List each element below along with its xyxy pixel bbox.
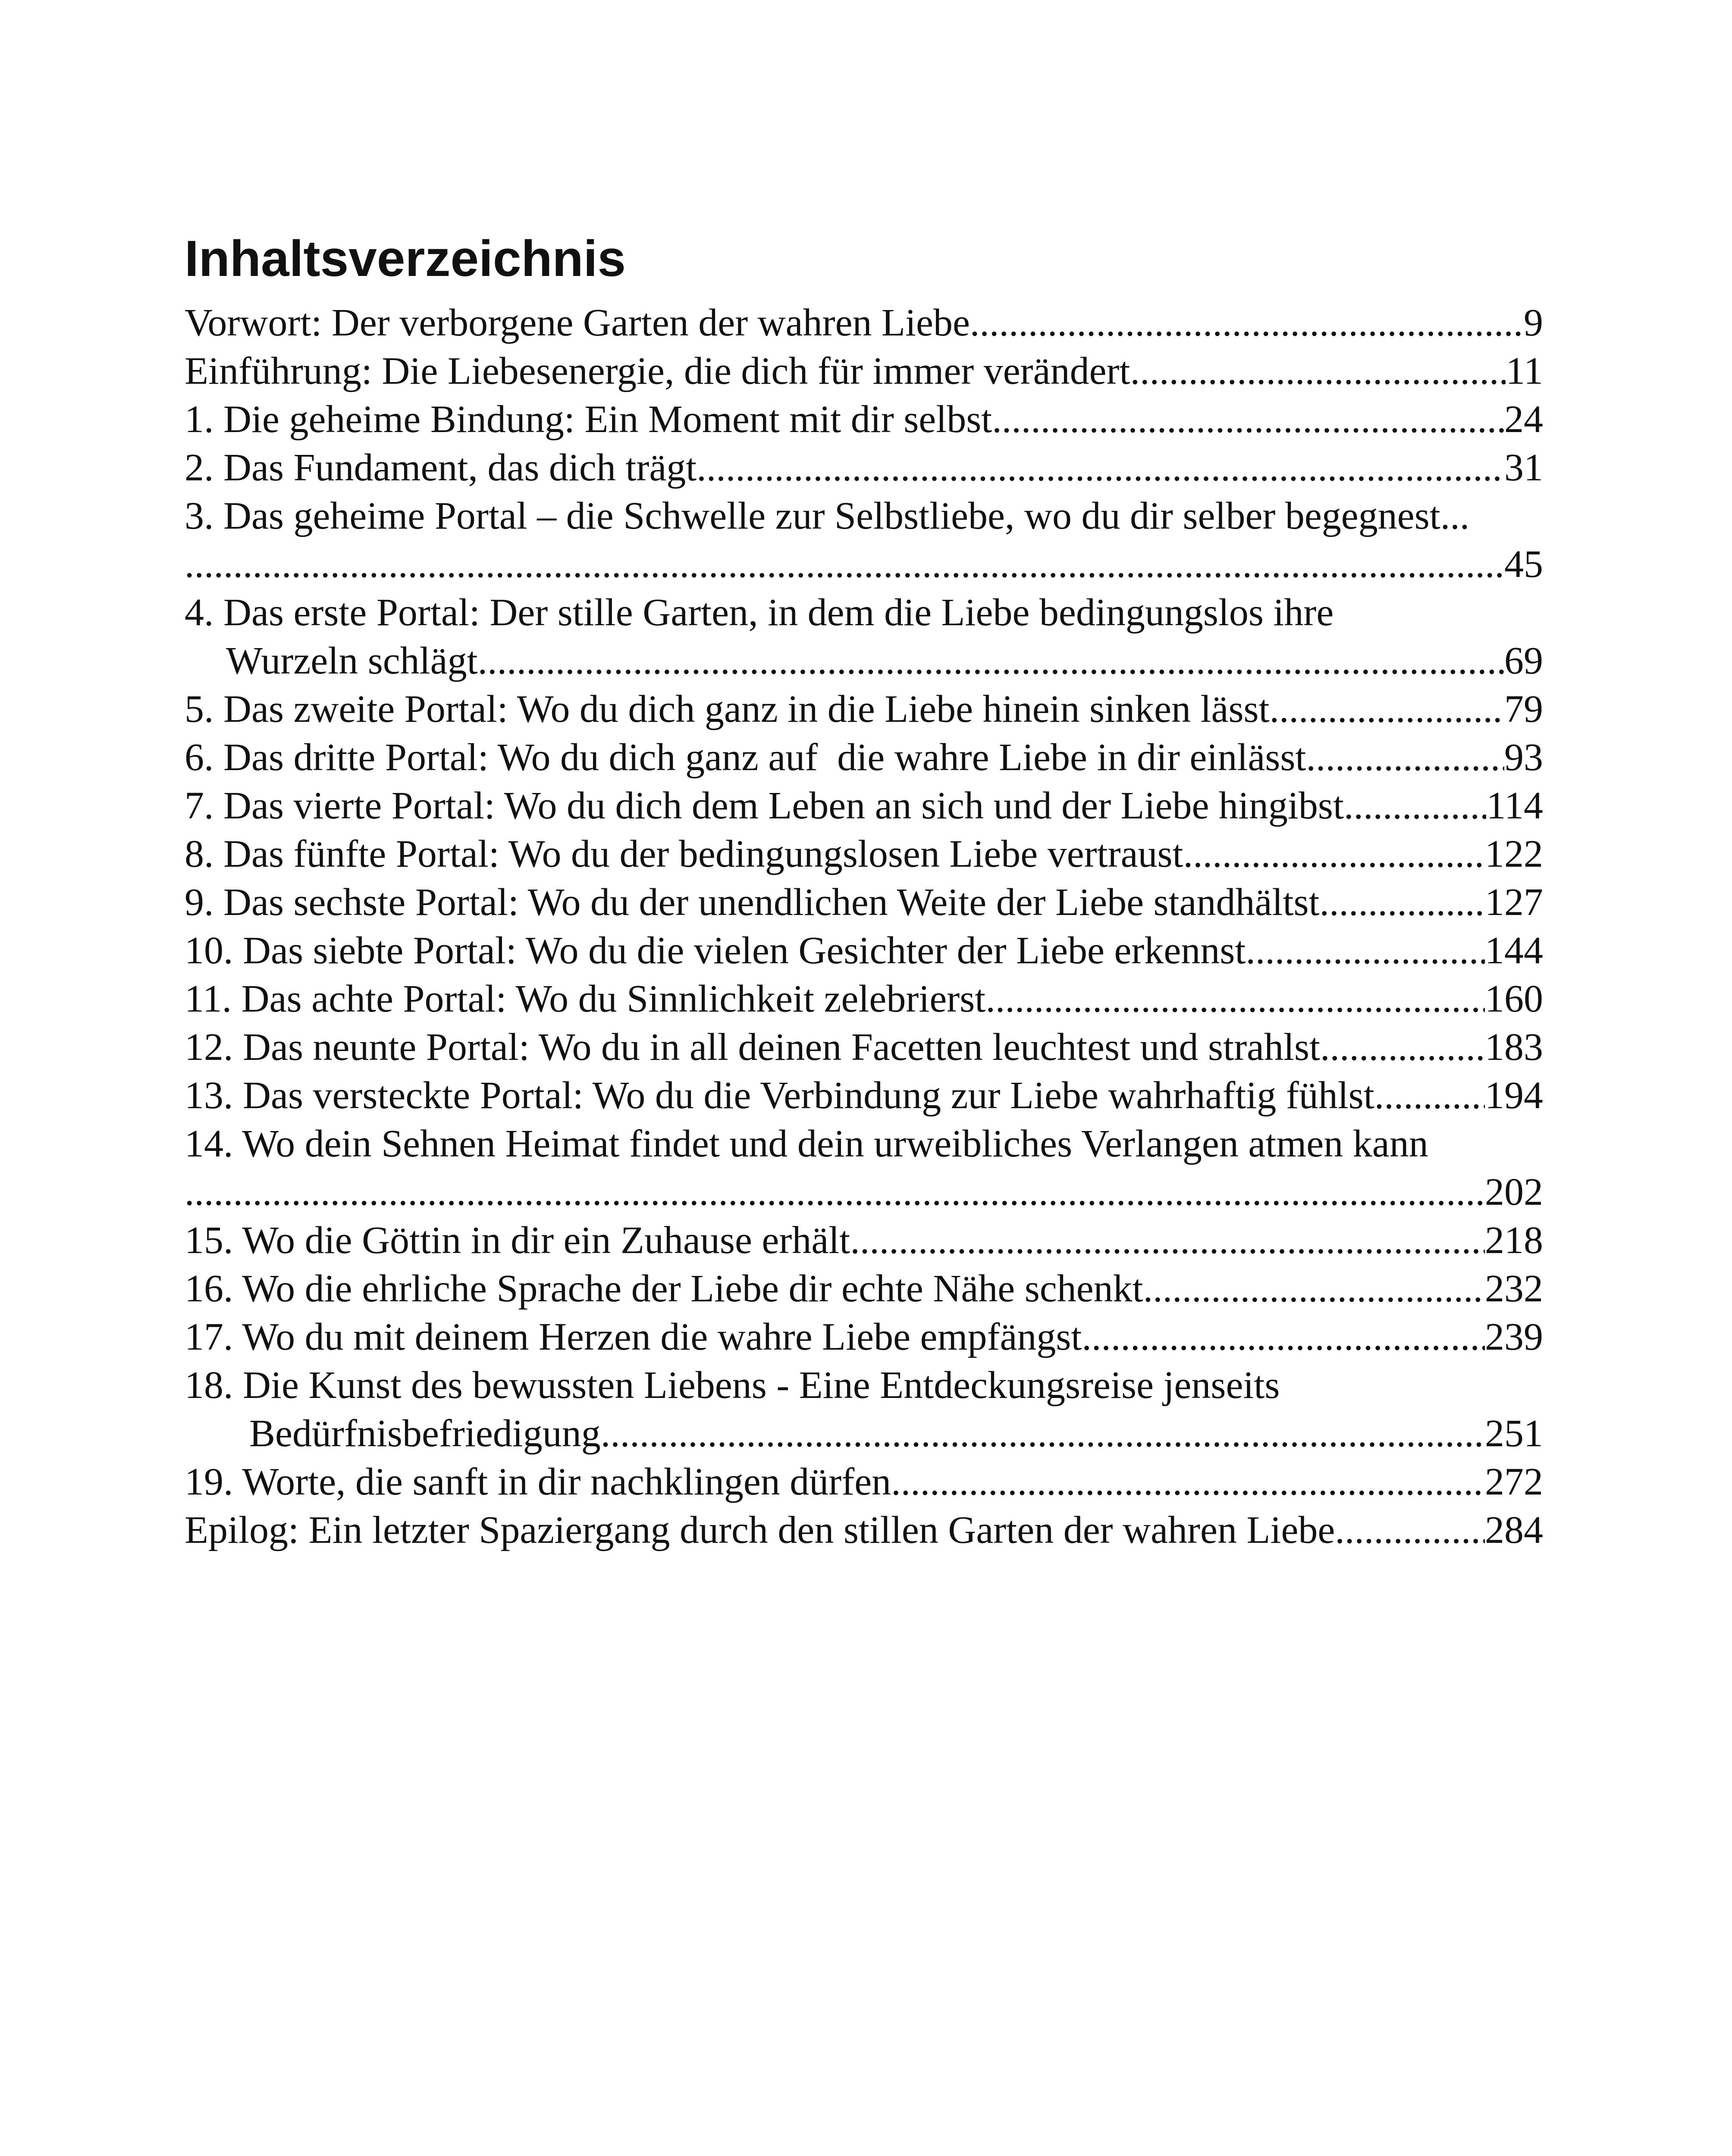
dot-leader: [1082, 1313, 1485, 1361]
toc-entry-text: 11. Das achte Portal: Wo du Sinnlichkeit zelebrierst: [185, 978, 986, 1020]
toc-entry-page: 122: [1485, 833, 1543, 875]
dot-leader: [850, 1216, 1485, 1265]
dot-leader: [970, 299, 1524, 347]
toc-entry-text: 2. Das Fundament, das dich trägt: [185, 446, 697, 489]
dot-leader: [891, 1458, 1485, 1506]
toc-entry-text: 17. Wo du mit deinem Herzen die wahre Liebe empfängst: [185, 1316, 1082, 1358]
toc-entry-4[interactable]: [185, 589, 1543, 685]
toc-entry-text: 7. Das vierte Portal: Wo du dich dem Leben an sich und der Liebe hingibst: [185, 784, 1344, 827]
table-of-contents: [185, 226, 1543, 1554]
toc-entry-text: 13. Das versteckte Portal: Wo du die Verbindung zur Liebe wahrhaftig fühlst: [185, 1074, 1374, 1117]
toc-entry-8[interactable]: [185, 830, 1543, 878]
toc-entry-page: 183: [1485, 1026, 1543, 1069]
toc-title: Inhaltsverzeichnis: [185, 230, 626, 287]
toc-entry-page: 218: [1485, 1219, 1543, 1262]
toc-entry-page: 31: [1504, 446, 1543, 489]
toc-entry-epilog[interactable]: [185, 1506, 1543, 1554]
dot-leader: [697, 444, 1504, 492]
toc-entry-14[interactable]: [185, 1120, 1543, 1216]
toc-entry-1[interactable]: [185, 395, 1543, 444]
toc-entry-page: 114: [1486, 784, 1543, 827]
toc-entry-page: 284: [1485, 1509, 1543, 1551]
toc-entry-page: 79: [1504, 688, 1543, 730]
toc-entry-11[interactable]: [185, 975, 1543, 1023]
toc-entry-lead: 4. Das erste Portal: Der stille Garten, in dem die Liebe bedingungslos ihre: [185, 591, 1334, 634]
dot-leader: [1183, 830, 1485, 878]
toc-entry-5[interactable]: [185, 685, 1543, 733]
toc-entry-18[interactable]: [185, 1361, 1543, 1458]
toc-entry-page: 239: [1485, 1316, 1543, 1358]
toc-entry-2[interactable]: [185, 444, 1543, 492]
dot-leader: [1130, 347, 1506, 395]
toc-entry-3[interactable]: [185, 492, 1543, 589]
toc-entry-page: 232: [1485, 1267, 1543, 1310]
toc-entry-page: 202: [1485, 1171, 1543, 1213]
toc-entry-15[interactable]: [185, 1216, 1543, 1265]
toc-entry-page: 9: [1524, 301, 1543, 344]
toc-entry-text: 5. Das zweite Portal: Wo du dich ganz in die Liebe hinein sinken lässt: [185, 688, 1270, 730]
toc-entry-lead: 3. Das geheime Portal – die Schwelle zur Selbstliebe, wo du dir selber begegnest...: [185, 495, 1470, 537]
dot-leader: [1335, 1506, 1485, 1554]
toc-entry-text: Wurzeln schlägt: [226, 639, 478, 682]
toc-entry-text: 1. Die geheime Bindung: Ein Moment mit dir selbst: [185, 398, 992, 441]
toc-entry-page: 160: [1485, 978, 1543, 1020]
toc-entry-lead: 18. Die Kunst des bewussten Liebens - Eine Entdeckungsreise jenseits: [185, 1364, 1280, 1407]
toc-entry-text: Vorwort: Der verborgene Garten der wahren Liebe: [185, 301, 970, 344]
toc-entry-page: 251: [1485, 1412, 1543, 1455]
toc-entry-page: 24: [1504, 398, 1543, 441]
dot-leader: [1270, 685, 1504, 733]
toc-entry-6[interactable]: [185, 733, 1543, 782]
toc-entry-text: 8. Das fünfte Portal: Wo du der bedingungslosen Liebe vertraust: [185, 833, 1183, 875]
dot-leader: [185, 540, 1504, 589]
toc-entry-19[interactable]: [185, 1458, 1543, 1506]
toc-entry-einfuehrung[interactable]: [185, 347, 1543, 395]
dot-leader: [1344, 782, 1486, 830]
dot-leader: [992, 395, 1504, 444]
toc-entry-lead: 14. Wo dein Sehnen Heimat findet und dein urweibliches Verlangen atmen kann: [185, 1122, 1428, 1165]
toc-entry-text: 9. Das sechste Portal: Wo du der unendlichen Weite der Liebe standhältst: [185, 881, 1320, 924]
toc-entry-text: 10. Das siebte Portal: Wo du die vielen Gesichter der Liebe erkennst: [185, 929, 1246, 972]
toc-entry-text: Bedürfnisbefriedigung: [249, 1412, 601, 1455]
toc-entry-page: 194: [1485, 1074, 1543, 1117]
toc-entry-vorwort[interactable]: [185, 299, 1543, 347]
toc-entry-13[interactable]: [185, 1072, 1543, 1120]
toc-entry-text: 16. Wo die ehrliche Sprache der Liebe dir echte Nähe schenkt: [185, 1267, 1143, 1310]
dot-leader: [1143, 1265, 1485, 1313]
toc-entry-text: 15. Wo die Göttin in dir ein Zuhause erhält: [185, 1219, 850, 1262]
toc-entry-page: 127: [1485, 881, 1543, 924]
toc-list: [185, 299, 1543, 1554]
toc-entry-12[interactable]: [185, 1023, 1543, 1072]
toc-entry-text: 12. Das neunte Portal: Wo du in all deinen Facetten leuchtest und strahlst: [185, 1026, 1321, 1069]
dot-leader: [478, 637, 1504, 685]
toc-entry-text: 19. Worte, die sanft in dir nachklingen dürfen: [185, 1460, 891, 1503]
toc-entry-page: 69: [1504, 639, 1543, 682]
toc-entry-17[interactable]: [185, 1313, 1543, 1361]
toc-entry-10[interactable]: [185, 927, 1543, 975]
dot-leader: [1320, 1023, 1485, 1072]
toc-entry-text: Epilog: Ein letzter Spaziergang durch den stillen Garten der wahren Liebe: [185, 1509, 1335, 1551]
dot-leader: [1320, 878, 1485, 927]
toc-entry-7[interactable]: [185, 782, 1543, 830]
dot-leader: [601, 1410, 1485, 1458]
dot-leader: [985, 975, 1485, 1023]
toc-entry-text: 6. Das dritte Portal: Wo du dich ganz auf die wahre Liebe in dir einlässt: [185, 736, 1306, 779]
toc-entry-text: Einführung: Die Liebesenergie, die dich für immer verändert: [185, 350, 1130, 392]
toc-entry-page: 144: [1485, 929, 1543, 972]
dot-leader: [1246, 927, 1485, 975]
toc-entry-page: 272: [1485, 1460, 1543, 1503]
toc-entry-9[interactable]: [185, 878, 1543, 927]
dot-leader: [1374, 1072, 1485, 1120]
toc-entry-page: 45: [1504, 543, 1543, 586]
toc-entry-page: 11: [1506, 350, 1543, 392]
toc-entry-16[interactable]: [185, 1265, 1543, 1313]
dot-leader: [185, 1168, 1485, 1216]
dot-leader: [1306, 733, 1504, 782]
toc-entry-page: 93: [1504, 736, 1543, 779]
